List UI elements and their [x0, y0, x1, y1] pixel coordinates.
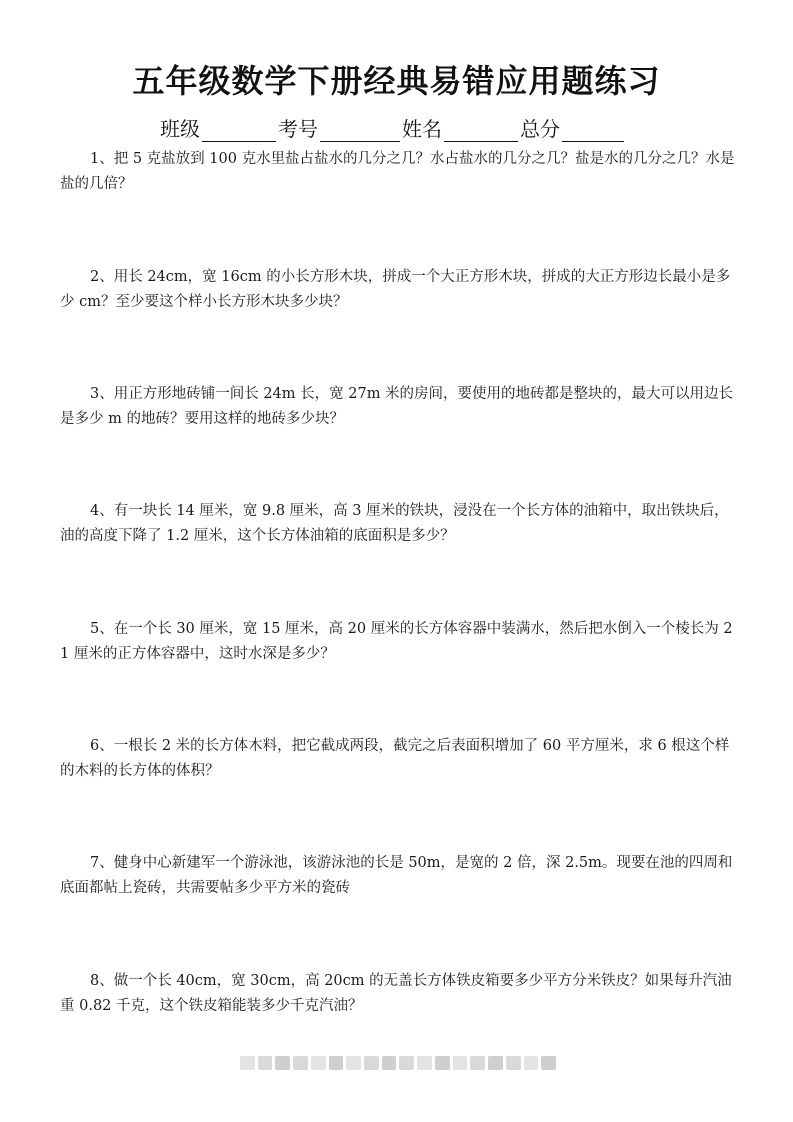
blurred-footer-watermark — [240, 1056, 556, 1070]
page-title: 五年级数学下册经典易错应用题练习 — [132, 62, 661, 100]
score-blank — [562, 119, 624, 142]
question-5: 5、在一个长 30 厘米，宽 15 厘米，高 20 厘米的长方体容器中装满水，然后把水倒入一个棱长为 21 厘米的正方体容器中，这时水深是多少？ — [60, 621, 733, 662]
exam-number-blank — [320, 119, 400, 142]
name-blank — [444, 119, 518, 142]
question-8: 8、做一个长 40cm，宽 30cm，高 20cm 的无盖长方体铁皮箱要多少平方分米铁皮？如果每升汽油重 0.82 千克，这个铁皮箱能装多少千克汽油？ — [60, 973, 732, 1014]
exam-number-label: 考号 — [278, 117, 318, 141]
name-label: 姓名 — [402, 117, 442, 141]
question-2: 2、用长 24cm，宽 16cm 的小长方形木块，拼成一个大正方形木块，拼成的大正方形边长最小是多少 cm？至少要这个样小长方形木块多少块？ — [60, 269, 731, 310]
question-3: 3、用正方形地砖铺一间长 24m 长，宽 27m 米的房间，要使用的地砖都是整块的，最大可以用边长是多少 m 的地砖？要用这样的地砖多少块？ — [60, 386, 734, 427]
student-info-row — [160, 114, 680, 142]
class-blank — [202, 119, 276, 142]
class-label: 班级 — [160, 117, 200, 141]
question-4: 4、有一块长 14 厘米，宽 9.8 厘米，高 3 厘米的铁块，浸没在一个长方体的油箱中，取出铁块后，油的高度下降了 1.2 厘米，这个长方体油箱的底面积是多少？ — [60, 503, 729, 544]
question-7: 7、健身中心新建军一个游泳池，该游泳池的长是 50m，是宽的 2 倍，深 2.5m。现要在池的四周和底面都帖上瓷砖，共需要帖多少平方米的瓷砖 — [60, 855, 733, 896]
question-6: 6、一根长 2 米的长方体木料，把它截成两段，截完之后表面积增加了 60 平方厘米，求 6 根这个样的木料的长方体的体积？ — [60, 738, 730, 779]
question-1: 1、把 5 克盐放到 100 克水里盐占盐水的几分之几？水占盐水的几分之几？盐是水的几分之几？水是盐的几倍？ — [60, 151, 735, 192]
score-label: 总分 — [520, 117, 560, 141]
